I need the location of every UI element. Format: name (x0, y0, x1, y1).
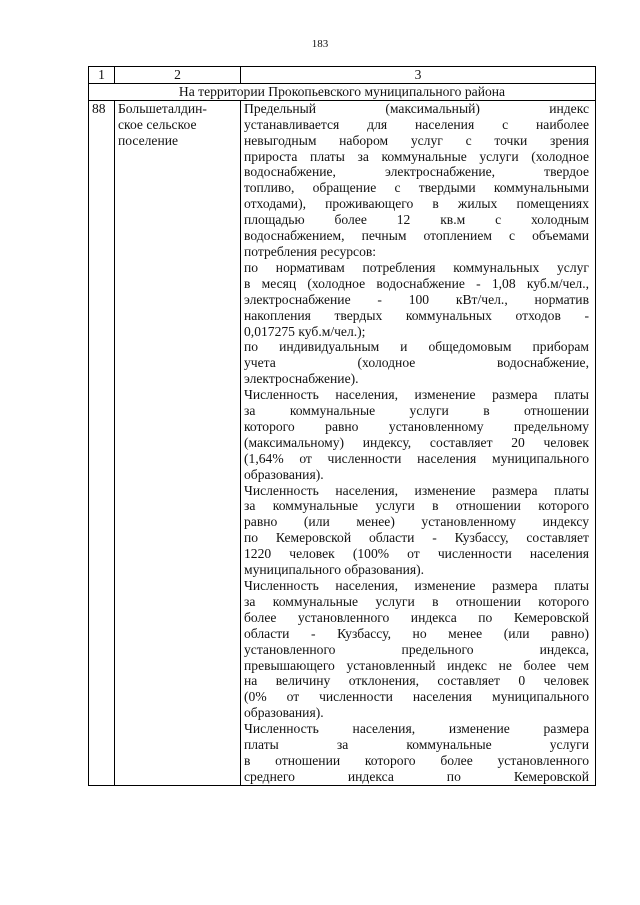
description-line: Численность населения, изменение размера платы (244, 387, 589, 403)
settlement-name-line: ское сельское (118, 116, 197, 132)
description-line: топливо, обращение с твердыми коммунальными (244, 180, 589, 196)
description-line: которого равно установленному предельному (244, 418, 589, 434)
description-line: образования). (244, 705, 324, 721)
column-3-header: 3 (241, 67, 596, 84)
description-line: накопления твердых коммунальных отходов - (244, 307, 589, 323)
table-row (89, 100, 596, 785)
description-line: образования). (244, 466, 324, 482)
description-line: более установленного индекса по Кемеровской (244, 609, 589, 625)
description-line: учета (холодное водоснабжение, (244, 355, 589, 371)
description-line: в месяц (холодное водоснабжение - 1,08 куб.м/чел., (244, 275, 589, 291)
description-line: в отношении которого более установленного (244, 752, 589, 768)
description-line: превышающего установленный индекс не более чем (244, 657, 589, 673)
description-line: Численность населения, изменение размера (244, 721, 589, 737)
description-line: потребления ресурсов: (244, 243, 377, 259)
description-line: установленного предельного индекса, (244, 641, 589, 657)
description-line: площадью более 12 кв.м с холодным (244, 212, 589, 228)
description-line: устанавливается для населения с наиболее (244, 116, 589, 132)
description-line: (0% от численности населения муниципального (244, 689, 589, 705)
description-line: Численность населения, изменение размера платы (244, 578, 589, 593)
description-line: равно (или менее) установленному индексу (244, 514, 589, 530)
description-line: по Кемеровской области - Кузбассу, составляет (244, 530, 589, 546)
column-1-header: 1 (89, 67, 115, 84)
description-line: за коммунальные услуги в отношении которого (244, 498, 589, 514)
description-line: водоснабжение, электроснабжение, твердое (244, 164, 589, 180)
description-line: невыгодным набором услуг с точки зрения (244, 132, 589, 148)
description-line: области - Кузбассу, но менее (или равно) (244, 625, 589, 641)
description-line: за коммунальные услуги в отношении которого (244, 593, 589, 609)
region-row (89, 83, 596, 100)
description-line: водоснабжением, печным отоплением с объемами (244, 228, 589, 244)
description-line: (максимальному) индексу, составляет 20 человек (244, 434, 589, 450)
description-line: по нормативам потребления коммунальных услуг (244, 259, 589, 275)
description-line: Предельный (максимальный) индекс (244, 100, 589, 116)
settlement-name (115, 100, 241, 785)
description-line: платы за коммунальные услуги (244, 737, 589, 753)
description-line: за коммунальные услуги в отношении (244, 403, 589, 419)
column-2-header: 2 (115, 67, 241, 84)
column-number-row (89, 67, 596, 84)
description-line: (1,64% от численности населения муниципального (244, 450, 589, 466)
description-line: отходами), проживающего в жилых помещениях (244, 196, 589, 212)
description-line: по индивидуальным и общедомовым приборам (244, 339, 589, 355)
description-line: муниципального образования). (244, 562, 425, 578)
settlement-name-line: Большеталдин- (118, 100, 207, 116)
description-line: электроснабжение - 100 кВт/чел., норматив (244, 291, 589, 307)
description-line: прироста платы за коммунальные услуги (холодное (244, 148, 589, 164)
row-number: 88 (89, 100, 115, 785)
description-line: на величину отклонения, составляет 0 человек (244, 673, 589, 689)
settlement-name-line: поселение (118, 132, 179, 148)
tariff-index-table (88, 66, 596, 786)
region-heading: На территории Прокопьевского муниципального района (89, 83, 596, 100)
description-line: 1220 человек (100% от численности населения (244, 546, 589, 562)
index-description (241, 100, 596, 785)
page-number: 183 (311, 38, 329, 50)
description-line: электроснабжение). (244, 371, 359, 387)
description-line: среднего индекса по Кемеровской (244, 768, 589, 784)
description-line: Численность населения, изменение размера платы (244, 482, 589, 498)
description-line: 0,017275 куб.м/чел.); (244, 323, 366, 339)
